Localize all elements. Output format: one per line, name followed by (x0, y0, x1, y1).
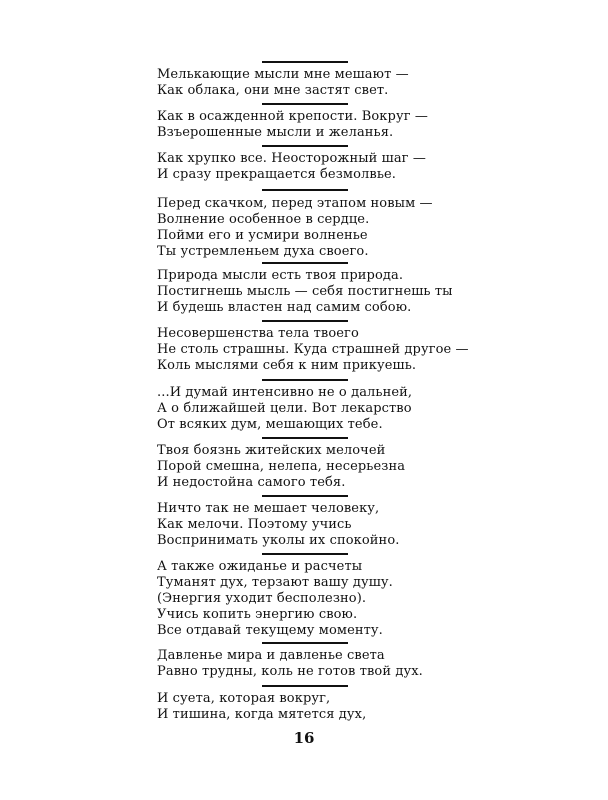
poem-line: Взъерошенные мысли и желанья. (157, 125, 394, 140)
stanza (157, 151, 426, 183)
poem-line: Учись копить энергию свою. (157, 607, 358, 622)
separator-rule (262, 685, 348, 687)
stanza (157, 501, 399, 549)
poem-line: Твоя боязнь житейских мелочей (157, 443, 386, 458)
poem-line: Давленье мира и давленье света (157, 648, 385, 663)
poem-line: А о ближайшей цели. Вот лекарство (157, 401, 412, 416)
separator-rule (262, 103, 348, 105)
poem-line: Перед скачком, перед этапом новым — (157, 196, 433, 211)
poem-line: А также ожиданье и расчеты (157, 559, 363, 574)
stanza (157, 196, 433, 260)
poem-line: ...И думай интенсивно не о дальней, (157, 385, 413, 400)
poem-line: Как хрупко все. Неосторожный шаг — (157, 151, 426, 166)
separator-rule (262, 553, 348, 555)
poem-line: И суета, которая вокруг, (157, 691, 331, 706)
poem-line: Не столь страшны. Куда страшней другое — (157, 342, 469, 357)
poem-line: Постигнешь мысль — себя постигнешь ты (157, 284, 453, 299)
poem-line: Ты устремленьем духа своего. (157, 244, 369, 259)
poem-line: Коль мыслями себя к ним прикуешь. (157, 358, 417, 373)
stanza (157, 648, 423, 680)
poem-line: Порой смешна, нелепа, несерьезна (157, 459, 406, 474)
poem-line: Как в осажденной крепости. Вокруг — (157, 109, 428, 124)
stanza (157, 268, 453, 316)
poem-line: От всяких дум, мешающих тебе. (157, 417, 383, 432)
poem-line: Волнение особенное в сердце. (157, 212, 370, 227)
poem-line: И недостойна самого тебя. (157, 475, 346, 490)
page-number: 16 (293, 729, 315, 747)
stanza (157, 443, 405, 491)
separator-rule (262, 437, 348, 439)
stanza (157, 326, 469, 374)
separator-rule (262, 262, 348, 264)
stanza (157, 691, 366, 723)
separator-rule (262, 145, 348, 147)
separator-rule (262, 379, 348, 381)
poem-line: Все отдавай текущему моменту. (157, 623, 383, 638)
poem-line: Пойми его и усмири волненье (157, 228, 368, 243)
poem-line: Природа мысли есть твоя природа. (157, 268, 404, 283)
poem-line: Как мелочи. Поэтому учись (157, 517, 352, 532)
separator-rule (262, 320, 348, 322)
poem-line: И будешь властен над самим собою. (157, 300, 412, 315)
separator-rule (262, 495, 348, 497)
separator-rule (262, 642, 348, 644)
poem-line: Ничто так не мешает человеку, (157, 501, 380, 516)
poem-line: Туманят дух, терзают вашу душу. (157, 575, 393, 590)
stanza (157, 385, 412, 433)
separator-rule (262, 189, 348, 191)
poem-line: Как облака, они мне застят свет. (157, 83, 389, 98)
poem-line: Воспринимать уколы их спокойно. (157, 533, 400, 548)
poem-line: Мелькающие мысли мне мешают — (157, 67, 409, 82)
poem-line: (Энергия уходит бесполезно). (157, 591, 367, 606)
poem-line: Несовершенства тела твоего (157, 326, 359, 341)
poem-line: Равно трудны, коль не готов твой дух. (157, 664, 423, 679)
stanza (157, 109, 428, 141)
stanza (157, 559, 393, 639)
poem-line: И тишина, когда мятется дух, (157, 707, 367, 722)
stanza (157, 67, 409, 99)
poem-line: И сразу прекращается безмолвье. (157, 167, 397, 182)
separator-rule (262, 61, 348, 63)
